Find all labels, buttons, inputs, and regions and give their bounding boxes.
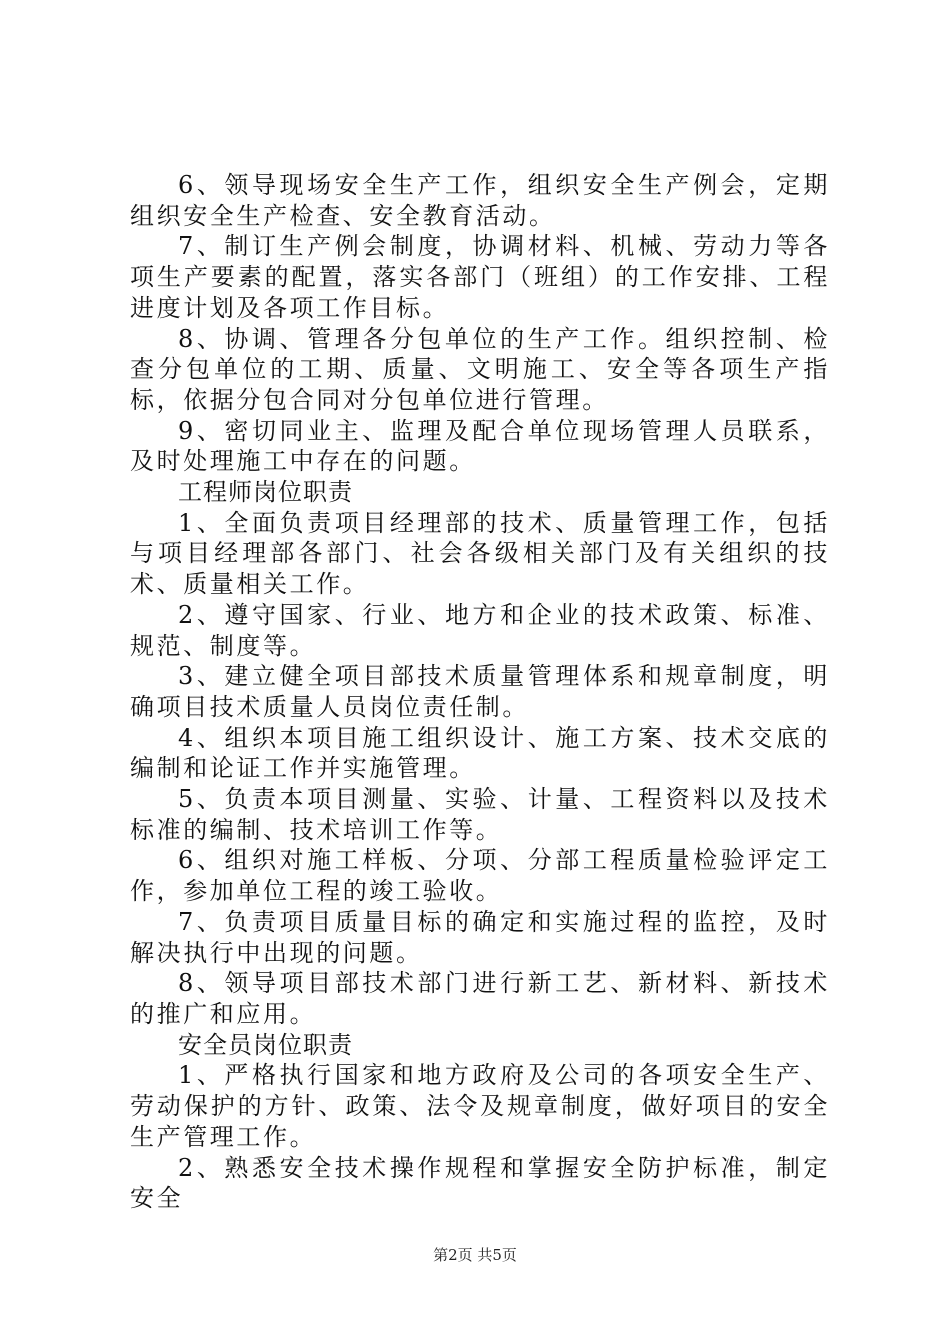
page-number-footer: 第2页 共5页 [433, 1246, 517, 1264]
paragraph: 9、密切同业主、监理及配合单位现场管理人员联系，及时处理施工中存在的问题。 [130, 416, 830, 476]
paragraph: 6、领导现场安全生产工作，组织安全生产例会，定期组织安全生产检查、安全教育活动。 [130, 171, 830, 230]
paragraph: 3、建立健全项目部技术质量管理体系和规章制度，明确项目技术质量人员岗位责任制。 [130, 662, 830, 721]
document-body [130, 170, 830, 1214]
paragraph: 1、全面负责项目经理部的技术、质量管理工作，包括与项目经理部各部门、社会各级相关部门及有关组织的技术、质量相关工作。 [130, 508, 830, 599]
paragraph: 8、协调、管理各分包单位的生产工作。组织控制、检查分包单位的工期、质量、文明施工、安全等各项生产指标，依据分包合同对分包单位进行管理。 [130, 324, 830, 414]
paragraph: 1、严格执行国家和地方政府及公司的各项安全生产、劳动保护的方针、政策、法令及规章制度，做好项目的安全生产管理工作。 [130, 1061, 830, 1151]
paragraph: 6、组织对施工样板、分项、分部工程质量检验评定工作，参加单位工程的竣工验收。 [130, 846, 830, 906]
paragraph: 4、组织本项目施工组织设计、施工方案、技术交底的编制和论证工作并实施管理。 [130, 723, 830, 783]
paragraph: 2、遵守国家、行业、地方和企业的技术政策、标准、规范、制度等。 [130, 600, 830, 660]
paragraph: 7、制订生产例会制度，协调材料、机械、劳动力等各项生产要素的配置，落实各部门（班组）的工作安排、工程进度计划及各项工作目标。 [130, 232, 830, 322]
paragraph: 2、熟悉安全技术操作规程和掌握安全防护标准，制定安全 [130, 1153, 830, 1213]
paragraph: 5、负责本项目测量、实验、计量、工程资料以及技术标准的编制、技术培训工作等。 [130, 785, 830, 844]
paragraph: 8、领导项目部技术部门进行新工艺、新材料、新技术的推广和应用。 [130, 969, 830, 1028]
section-heading-engineer: 工程师岗位职责 [178, 478, 353, 507]
section-heading-safety: 安全员岗位职责 [178, 1030, 353, 1059]
paragraph: 7、负责项目质量目标的确定和实施过程的监控，及时解决执行中出现的问题。 [130, 907, 830, 967]
